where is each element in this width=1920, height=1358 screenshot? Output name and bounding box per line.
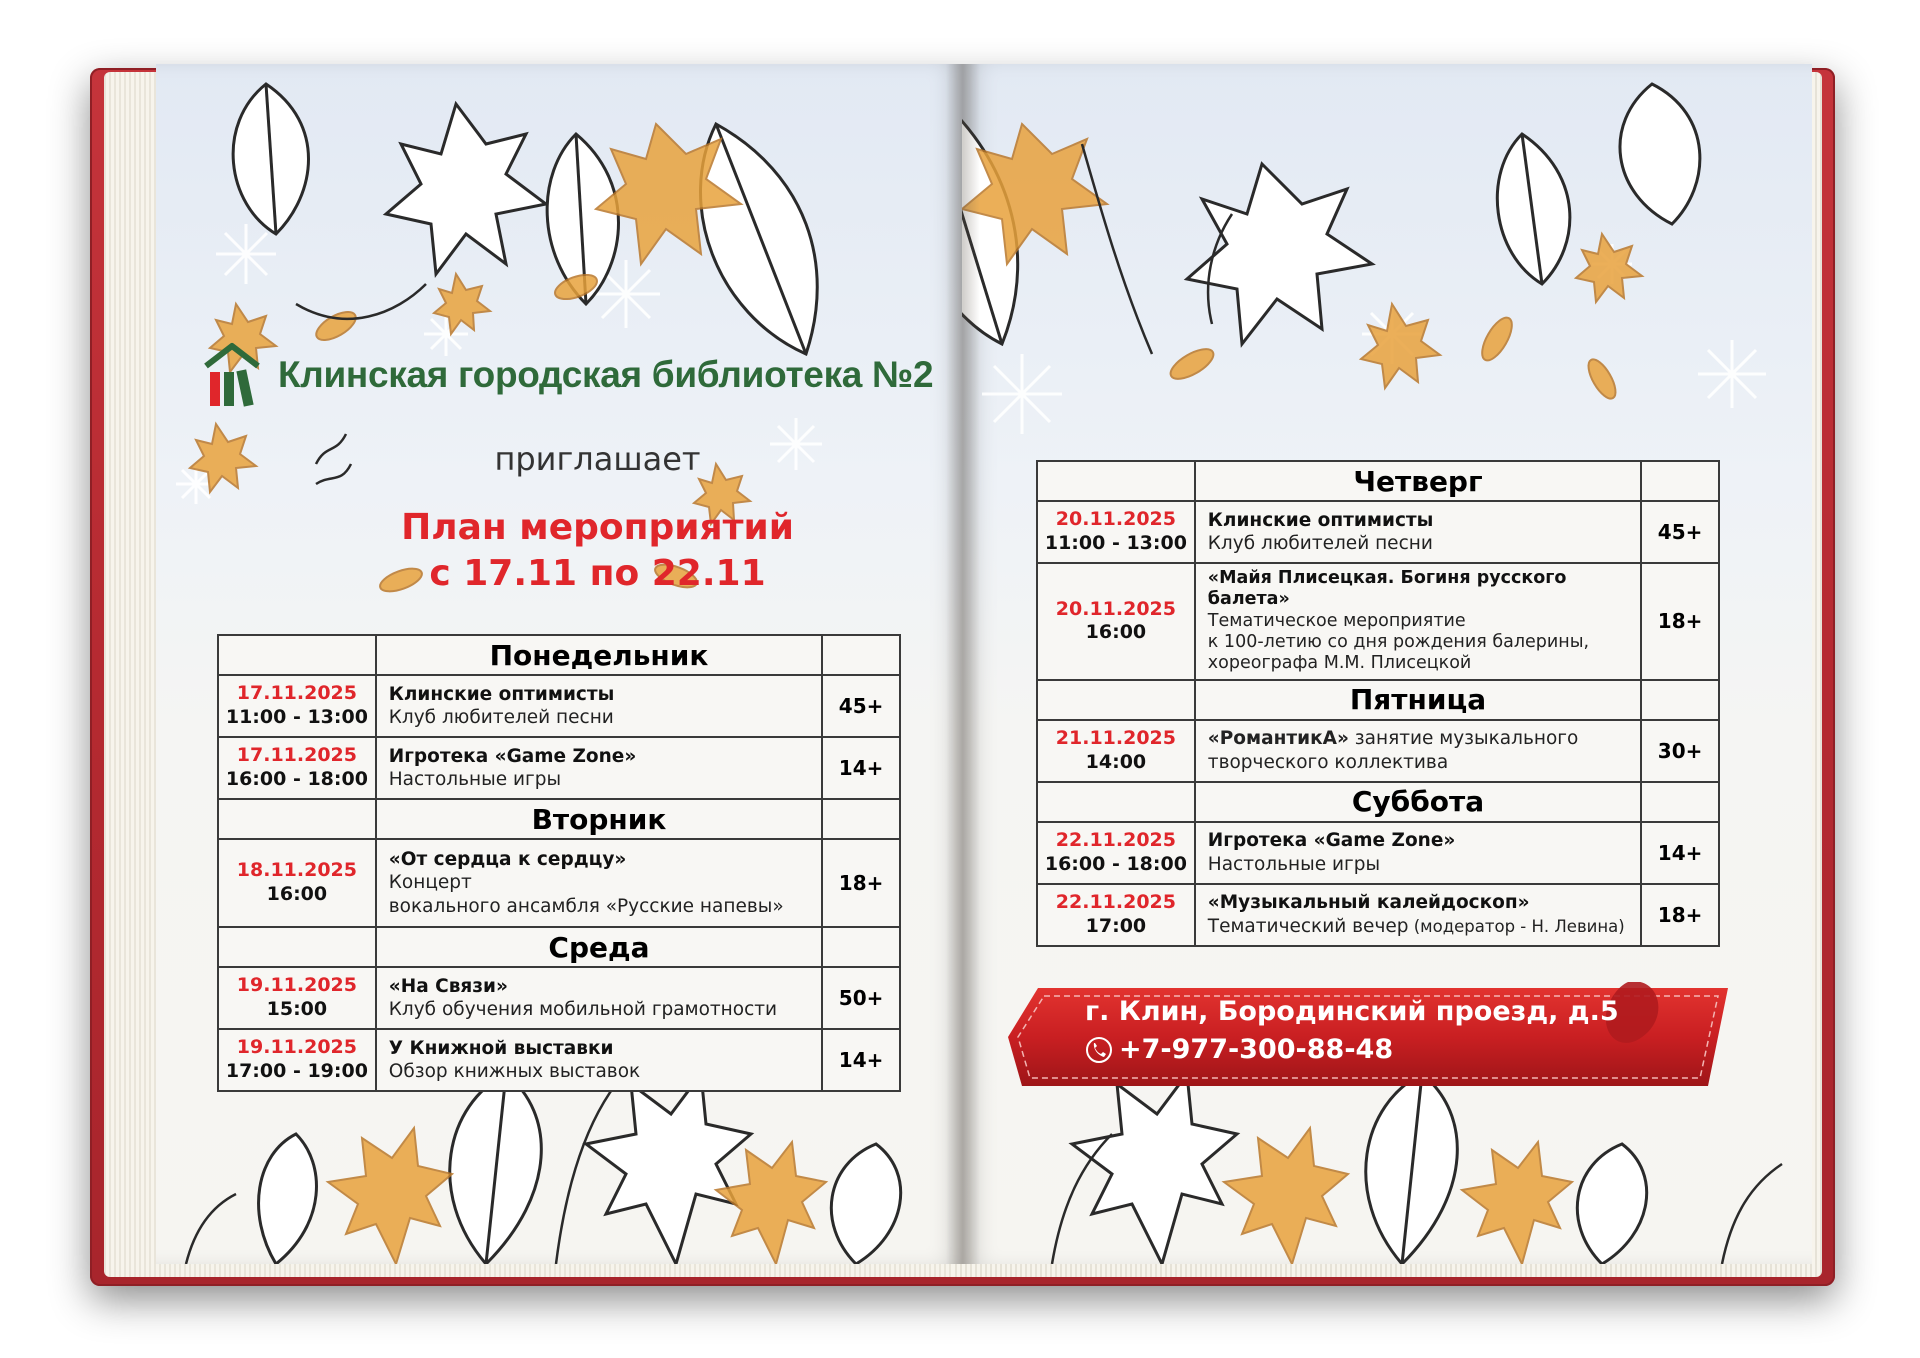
event-description: Клуб любителей песни — [388, 707, 614, 728]
event-description: Клуб обучения мобильной грамотности — [388, 999, 778, 1020]
event-cell — [376, 839, 822, 927]
event-date: 22.11.2025 — [1055, 890, 1176, 913]
event-time: 11:00 - 13:00 — [225, 706, 368, 728]
event-date: 20.11.2025 — [1055, 508, 1176, 531]
event-title: «На Связи» — [388, 975, 508, 997]
event-date: 17.11.2025 — [236, 682, 357, 705]
event-date: 19.11.2025 — [236, 974, 357, 997]
day-header-row — [1037, 461, 1719, 501]
event-date: 18.11.2025 — [236, 859, 357, 882]
event-description: Обзор книжных выставок — [388, 1061, 641, 1082]
event-description: творческого коллектива — [1207, 751, 1449, 773]
event-moderator: (модератор - Н. Левина) — [1408, 916, 1625, 936]
event-date: 21.11.2025 — [1055, 726, 1176, 749]
event-description: Настольные игры — [1207, 853, 1381, 875]
table-row — [1037, 822, 1719, 884]
schedule-table-right — [1036, 460, 1720, 947]
age-rating: 14+ — [1641, 822, 1719, 884]
event-date-cell — [218, 675, 376, 737]
event-title: У Книжной выставки — [388, 1037, 614, 1059]
event-title: «РомантикА» — [1207, 728, 1349, 750]
event-time: 16:00 - 18:00 — [225, 768, 368, 790]
library-name: Клинская городская библиотека №2 — [278, 354, 934, 395]
event-description: Клуб любителей песни — [1207, 533, 1433, 554]
age-rating: 45+ — [822, 675, 900, 737]
age-rating: 14+ — [822, 737, 900, 799]
table-row — [218, 967, 900, 1029]
event-description: к 100-летию со дня рождения балерины, — [1207, 632, 1590, 653]
day-header-tuesday: Вторник — [376, 799, 822, 839]
event-time: 15:00 — [266, 998, 328, 1020]
age-rating: 30+ — [1641, 720, 1719, 782]
address-text: г. Клин, Бородинский проезд, д.5 — [1085, 996, 1619, 1027]
event-date-cell — [218, 839, 376, 927]
event-description: Тематическое мероприятие — [1207, 610, 1466, 631]
event-title-rest: занятие музыкального — [1348, 728, 1579, 750]
age-rating: 18+ — [822, 839, 900, 927]
table-row — [218, 737, 900, 799]
event-date-cell — [1037, 822, 1195, 884]
plan-title-heading: План мероприятий — [401, 507, 794, 548]
event-time: 16:00 — [1085, 621, 1147, 644]
library-logo-icon — [200, 340, 264, 410]
event-title: «От сердца к сердцу» — [388, 848, 627, 870]
event-time: 16:00 - 18:00 — [1044, 852, 1187, 875]
event-cell — [376, 1029, 822, 1091]
event-time: 14:00 — [1085, 750, 1147, 773]
event-date-cell — [218, 967, 376, 1029]
table-row — [1037, 720, 1719, 782]
event-description: Концерт — [388, 872, 472, 894]
event-time: 17:00 — [1085, 914, 1147, 937]
event-description: вокального ансамбля «Русские напевы» — [388, 895, 784, 917]
day-header-wednesday: Среда — [376, 927, 822, 967]
age-rating: 18+ — [1641, 563, 1719, 680]
event-date-cell — [1037, 720, 1195, 782]
event-title: Клинские оптимисты — [1207, 509, 1434, 531]
day-header-friday: Пятница — [1195, 680, 1641, 720]
event-title: Игротека «Game Zone» — [388, 745, 637, 767]
event-time: 17:00 - 19:00 — [225, 1060, 368, 1082]
age-rating: 14+ — [822, 1029, 900, 1091]
event-time: 11:00 - 13:00 — [1044, 532, 1187, 554]
event-date-cell — [218, 737, 376, 799]
event-date: 17.11.2025 — [236, 744, 357, 767]
plan-date-range: с 17.11 по 22.11 — [429, 552, 766, 594]
schedule-table-left — [217, 634, 901, 1092]
event-title: Клинские оптимисты — [388, 683, 615, 705]
phone-icon — [1085, 1036, 1113, 1064]
event-date-cell — [1037, 501, 1195, 563]
event-date: 22.11.2025 — [1055, 828, 1176, 851]
event-cell — [1195, 822, 1641, 884]
phone-number: +7-977-300-88-48 — [1119, 1033, 1394, 1065]
event-cell — [376, 967, 822, 1029]
event-title-line — [1208, 727, 1628, 750]
library-header — [200, 340, 933, 410]
table-row — [1037, 884, 1719, 946]
day-header-saturday: Суббота — [1195, 782, 1641, 822]
event-date-cell — [218, 1029, 376, 1091]
book-spine — [946, 64, 980, 1264]
day-header-row — [218, 635, 900, 675]
event-cell — [376, 737, 822, 799]
event-date-cell — [1037, 563, 1195, 680]
age-rating: 18+ — [1641, 884, 1719, 946]
event-cell — [376, 675, 822, 737]
event-date: 19.11.2025 — [236, 1036, 357, 1059]
event-description: Тематический вечер — [1207, 915, 1409, 937]
event-title: Игротека «Game Zone» — [1207, 830, 1456, 852]
day-header-thursday: Четверг — [1195, 461, 1641, 501]
day-header-row — [1037, 680, 1719, 720]
event-description-line — [1208, 915, 1628, 938]
table-row — [218, 1029, 900, 1091]
event-title: «Майя Плисецкая. Богиня русского балета» — [1207, 568, 1567, 610]
plan-title — [200, 505, 995, 596]
day-header-monday: Понедельник — [376, 635, 822, 675]
event-cell — [1195, 720, 1641, 782]
event-cell — [1195, 501, 1641, 563]
age-rating: 45+ — [1641, 501, 1719, 563]
table-row — [1037, 501, 1719, 563]
event-description: Настольные игры — [388, 769, 562, 790]
day-header-row — [218, 799, 900, 839]
table-row — [218, 839, 900, 927]
contact-block — [1085, 993, 1619, 1069]
age-rating: 50+ — [822, 967, 900, 1029]
event-time: 16:00 — [266, 883, 328, 905]
event-date-cell — [1037, 884, 1195, 946]
table-row — [1037, 563, 1719, 680]
event-title: «Музыкальный калейдоскоп» — [1207, 892, 1530, 914]
table-row — [218, 675, 900, 737]
phone-row — [1085, 1031, 1619, 1069]
day-header-row — [1037, 782, 1719, 822]
invites-text: приглашает — [494, 440, 701, 478]
event-cell — [1195, 563, 1641, 680]
event-cell — [1195, 884, 1641, 946]
event-date: 20.11.2025 — [1055, 597, 1176, 620]
day-header-row — [218, 927, 900, 967]
event-description: хореографа М.М. Плисецкой — [1207, 653, 1472, 674]
